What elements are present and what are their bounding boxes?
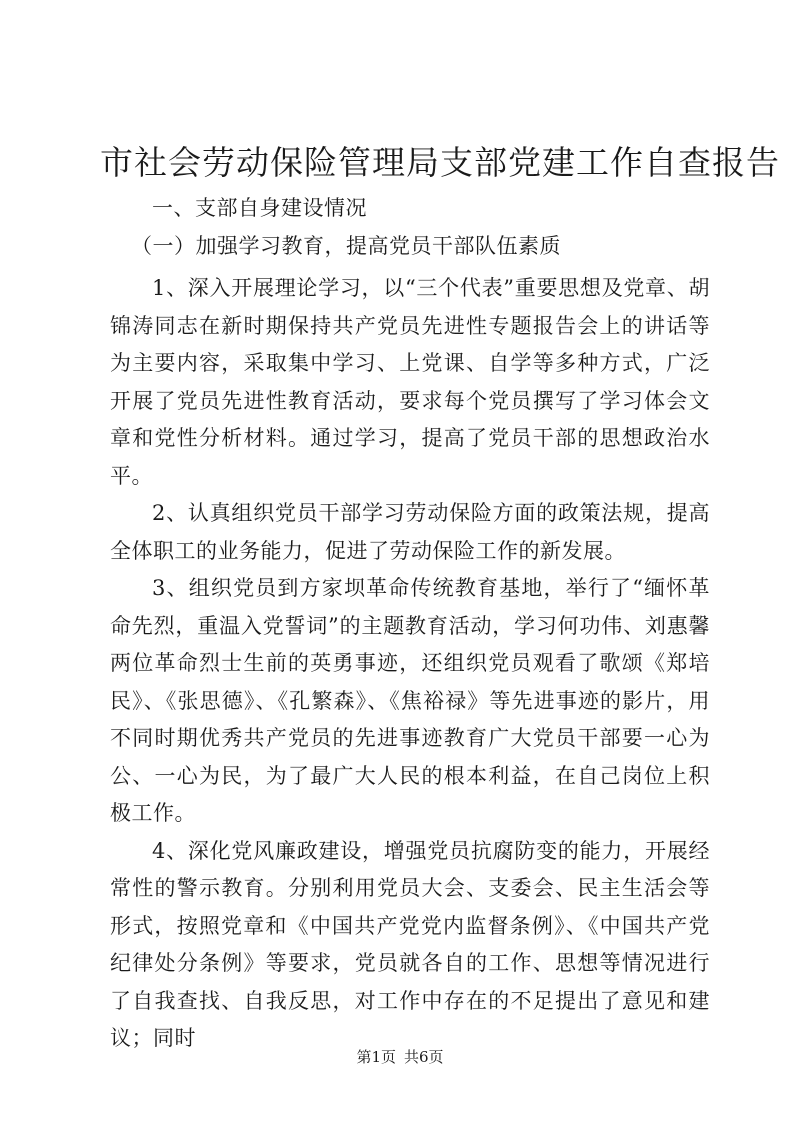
paragraph-3: 3、组织党员到方家坝革命传统教育基地，举行了“缅怀革命先烈，重温入党誓词”的主题教育活动，学习何功伟、刘惠馨两位革命烈士生前的英勇事迹，还组织党员观看了歌颂《郑培民》、《张思德》、《孔繁森》、《焦裕禄》等先进事迹的影片，用不同时期优秀共产党员的先进事迹教育广大党员干部要一心为公、一心为民，为了最广大人民的根本利益，在自己岗位上积极工作。 <box>110 576 710 825</box>
page-number: 第1页 <box>356 1048 396 1066</box>
page-footer <box>0 1047 800 1067</box>
section-heading: 一、支部自身建设情况 <box>152 196 367 220</box>
subsection-heading: （一）加强学习教育，提高党员干部队伍素质 <box>131 233 561 258</box>
paragraph-2: 2、认真组织党员干部学习劳动保险方面的政策法规，提高全体职工的业务能力，促进了劳动保险工作的新发展。 <box>110 501 710 563</box>
page-title: 市社会劳动保险管理局支部党建工作自查报告 <box>100 143 780 182</box>
paragraph-group <box>110 270 710 1058</box>
document-body <box>110 190 710 1058</box>
paragraph-1: 1、深入开展理论学习，以“三个代表”重要思想及党章、胡锦涛同志在新时期保持共产党员先进性专题报告会上的讲话等为主要内容，采取集中学习、上党课、自学等多种方式，广泛开展了党员先进性教育活动，要求每个党员撰写了学习体会文章和党性分析材料。通过学习，提高了党员干部的思想政治水平。 <box>110 276 710 488</box>
page-total: 共6页 <box>404 1048 444 1066</box>
paragraph-4: 4、深化党风廉政建设，增强党员抗腐防变的能力，开展经常性的警示教育。分别利用党员大会、支委会、民主生活会等形式，按照党章和《中国共产党党内监督条例》、《中国共产党纪律处分条例》等要求，党员就各自的工作、思想等情况进行了自我查找、自我反思，对工作中存在的不足提出了意见和建议；同时 <box>110 838 710 1050</box>
